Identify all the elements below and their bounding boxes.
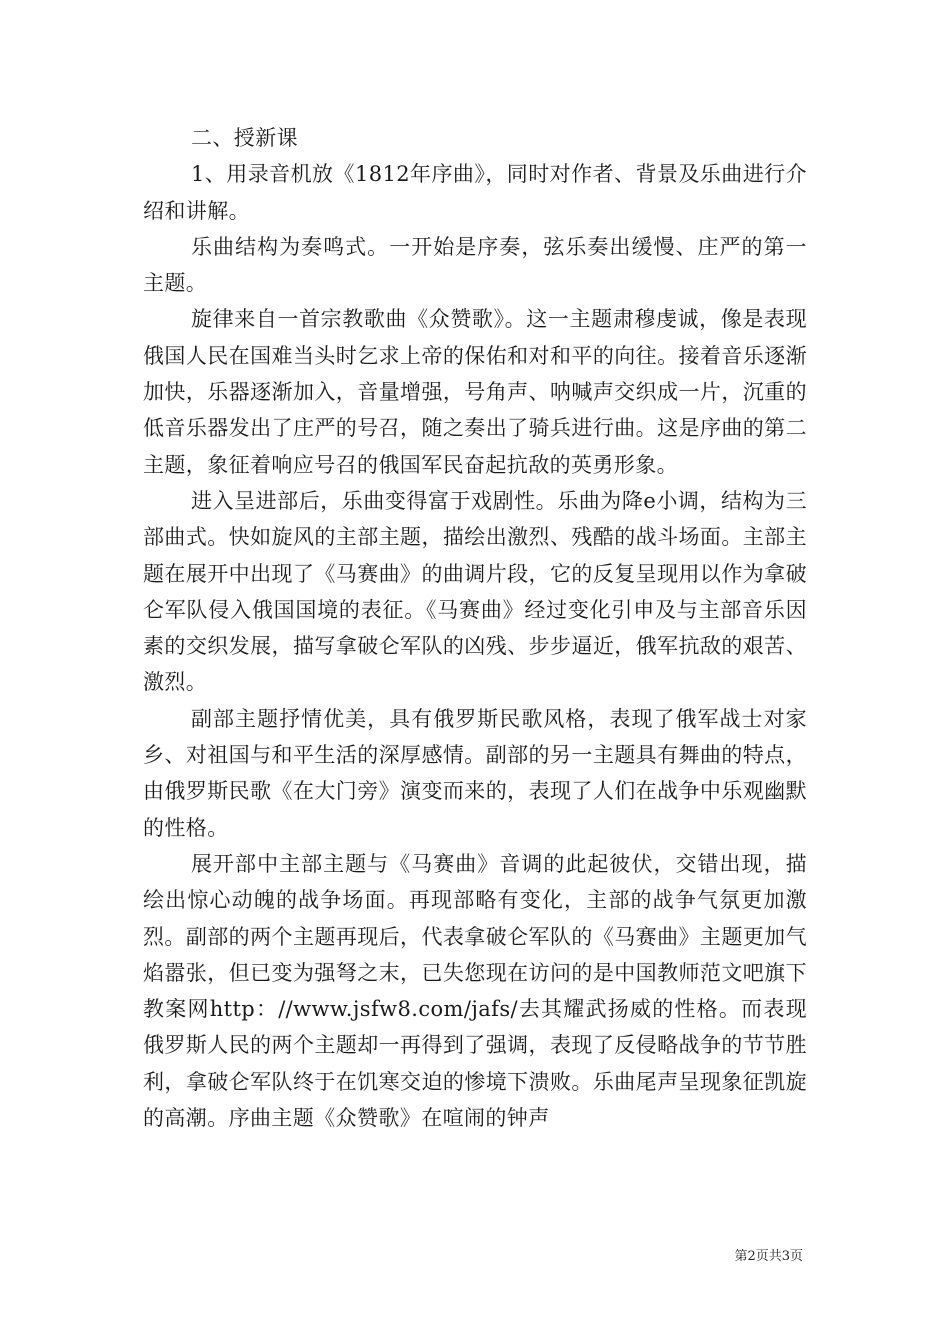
paragraph-melody: 旋律来自一首宗教歌曲《众赞歌》。这一主题肃穆虔诚，像是表现俄国人民在国难当头时乞求上帝的保佑和对和平的向往。接着音乐逐渐加快，乐器逐渐加入，音量增强，号角声、呐喊声交织成一片，沉重的低音乐器发出了庄严的号召，随之奏出了骑兵进行曲。这是序曲的第二主题，象征着响应号召的俄国军民奋起抗敌的英勇形象。 xyxy=(143,307,807,477)
paragraph-development: 展开部中主部主题与《马赛曲》音调的此起彼伏，交错出现，描绘出惊心动魄的战争场面。再现部略有变化，主部的战争气氛更加激烈。副部的两个主题再现后，代表拿破仑军队的《马赛曲》主题更加气焰嚣张，但已变为强弩之末，已失您现在访问的是中国教师范文吧旗下教案网http：//www.jsfw8.com/jafs/去其耀武扬威的性格。而表现俄罗斯人民的两个主题却一再得到了强调，表现了反侵略战争的节节胜利，拿破仑军队终于在饥寒交迫的惨境下溃败。乐曲尾声呈现象征凯旋的高潮。序曲主题《众赞歌》在喧闹的钟声 xyxy=(143,851,807,1131)
section-heading: 二、授新课 xyxy=(191,126,298,150)
paragraph-step-1: 1、用录音机放《1812年序曲》，同时对作者、背景及乐曲进行介绍和讲解。 xyxy=(143,162,807,223)
document-body xyxy=(143,120,807,1136)
page-number: 第2页共3页 xyxy=(734,1249,803,1264)
paragraph-exposition: 进入呈进部后，乐曲变得富于戏剧性。乐曲为降e小调，结构为三部曲式。快如旋风的主部主题，描绘出激烈、残酷的战斗场面。主部主题在展开中出现了《马赛曲》的曲调片段，它的反复呈现用以作为拿破仑军队侵入俄国国境的表征。《马赛曲》经过变化引申及与主部音乐因素的交织发展，描写拿破仑军队的凶残、步步逼近，俄军抗敌的艰苦、激烈。 xyxy=(143,488,807,695)
paragraph-structure: 乐曲结构为奏鸣式。一开始是序奏，弦乐奏出缓慢、庄严的第一主题。 xyxy=(143,234,807,296)
paragraph-secondary-theme: 副部主题抒情优美，具有俄罗斯民歌风格，表现了俄军战士对家乡、对祖国与和平生活的深厚感情。副部的另一主题具有舞曲的特点，由俄罗斯民歌《在大门旁》演变而来的，表现了人们在战争中乐观幽默的性格。 xyxy=(143,706,807,840)
